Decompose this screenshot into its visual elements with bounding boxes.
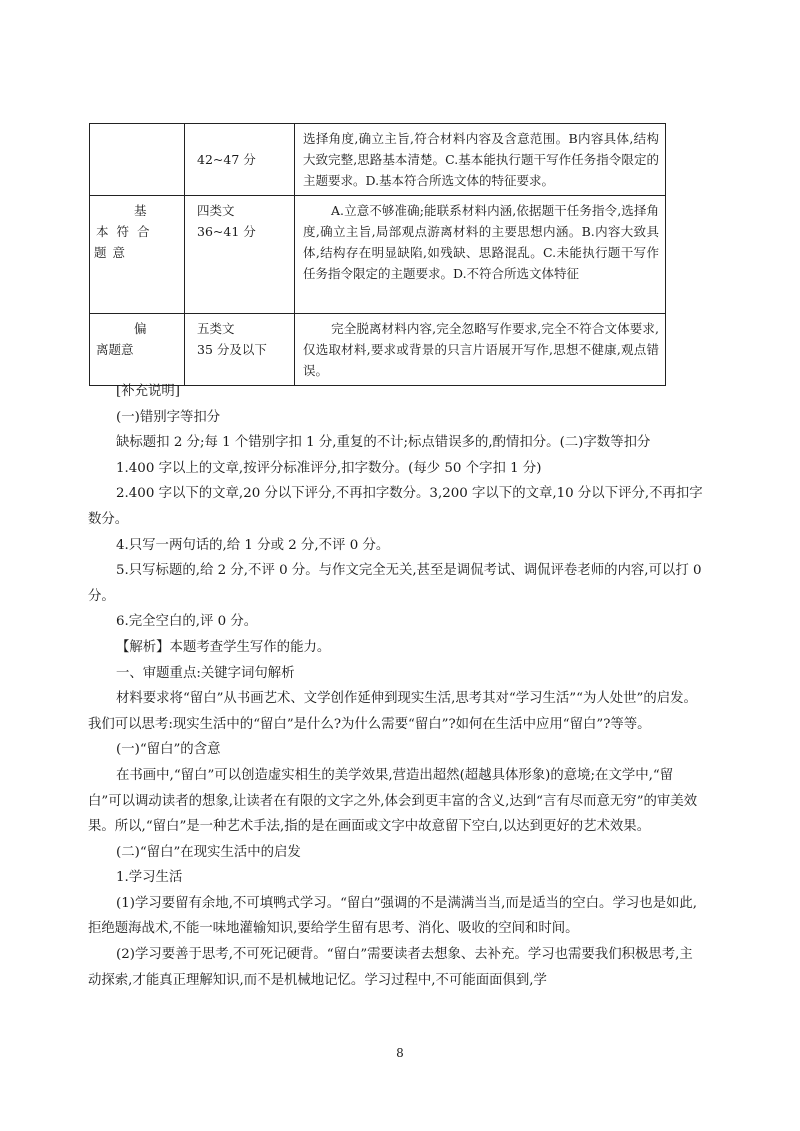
description-text: 完全脱离材料内容,完全忽略写作要求,完全不符合文体要求,仅选取材料,要求或背景的只言片语展开写作,思想不健康,观点错误。 <box>303 321 659 378</box>
subsection-heading: (一)“留白”的含意 <box>116 742 221 758</box>
category-cell <box>90 314 185 386</box>
description-text: A.立意不够准确;能联系材料内涵,依据题干任务指令,选择角度,确立主旨,局部观点游离材料的主要思想内涵。B.内容大致具体,结构存在明显缺陷,如残缺、思路混乱。C.未能执行题干写作任务指令限定的主题要求。D.不符合所选文体特征 <box>303 203 659 281</box>
paragraph: 缺标题扣 2 分;每 1 个错别字扣 1 分,重复的不计;标点错误多的,酌情扣分。(二)字数等扣分 <box>116 435 651 451</box>
description-cell <box>295 314 666 386</box>
table-row <box>90 196 666 314</box>
paragraph: (一)错别字等扣分 <box>116 409 221 425</box>
table-row <box>90 314 666 386</box>
paragraph: 1.400 字以上的文章,按评分标准评分,扣字数分。(每少 50 个字扣 1 分) <box>116 460 542 476</box>
class-line: 36~41 分 <box>197 224 256 239</box>
body-text <box>88 379 706 993</box>
paragraph: 材料要求将“留白”从书画艺术、文学创作延伸到现实生活,思考其对“学习生活”“为人处世”的启发。我们可以思考:现实生活中的“留白”是什么?为什么需要“留白”?如何在生活中应用“留白”?等等。 <box>88 691 697 732</box>
subsection-heading: 1.学习生活 <box>116 870 183 886</box>
category-cell <box>90 124 185 196</box>
class-line: 五类文 <box>197 321 235 336</box>
supplement-heading: [补充说明] <box>116 384 181 399</box>
class-cell <box>185 124 295 196</box>
category-line: 离题意 <box>96 342 134 357</box>
subsection-heading: (二)“留白”在现实生活中的启发 <box>116 844 301 860</box>
description-cell <box>295 196 666 314</box>
section-heading: 一、审题重点:关键字词句解析 <box>116 665 295 681</box>
page-number: 8 <box>396 1046 404 1060</box>
paragraph: 2.400 字以下的文章,20 分以下评分,不再扣字数分。3,200 字以下的文章,10 分以下评分,不再扣字数分。 <box>88 486 703 527</box>
class-cell <box>185 196 295 314</box>
paragraph: 4.只写一两句话的,给 1 分或 2 分,不评 0 分。 <box>116 537 390 553</box>
grading-table <box>89 123 666 386</box>
paragraph: (1)学习要留有余地,不可填鸭式学习。“留白”强调的不是满满当当,而是适当的空白。学习也是如此,拒绝题海战术,不能一味地灌输知识,要给学生留有思考、消化、吸收的空间和时间。 <box>88 895 698 937</box>
class-cell <box>185 314 295 386</box>
description-text: 选择角度,确立主旨,符合材料内容及含意范围。B内容具体,结构大致完整,思路基本清楚。C.基本能执行题干写作任务指令限定的主题要求。D.基本符合所选文体的特征要求。 <box>303 131 659 188</box>
category-line: 偏 <box>134 321 147 336</box>
analysis-heading: 【解析】本题考查学生写作的能力。 <box>116 639 331 655</box>
paragraph: 6.完全空白的,评 0 分。 <box>116 614 258 630</box>
category-line: 题意 <box>94 245 132 260</box>
category-cell <box>90 196 185 314</box>
paragraph: 5.只写标题的,给 2 分,不评 0 分。与作文完全无关,甚至是调侃考试、调侃评卷老师的内容,可以打 0 分。 <box>88 563 702 604</box>
class-line: 四类文 <box>197 203 235 218</box>
description-cell <box>295 124 666 196</box>
category-line: 本符合 <box>96 224 158 239</box>
category-line: 基 <box>134 203 147 218</box>
paragraph: (2)学习要善于思考,不可死记硬背。“留白”需要读者去想象、去补充。学习也需要我们积极思考,主动探索,才能真正理解知识,而不是机械地记忆。学习过程中,不可能面面俱到,学 <box>88 947 693 988</box>
paragraph: 在书画中,“留白”可以创造虚实相生的美学效果,营造出超然(超越具体形象)的意境;在文学中,“留白”可以调动读者的想象,让读者在有限的文字之外,体会到更丰富的含义,达到“言有尽而意无穷”的审美效果。所以,“留白”是一种艺术手法,指的是在画面或文字中故意留下空白,以达到更好的艺术效果。 <box>88 767 698 835</box>
class-line: 42~47 分 <box>197 152 256 167</box>
table-row <box>90 124 666 196</box>
class-line: 35 分及以下 <box>197 342 267 357</box>
